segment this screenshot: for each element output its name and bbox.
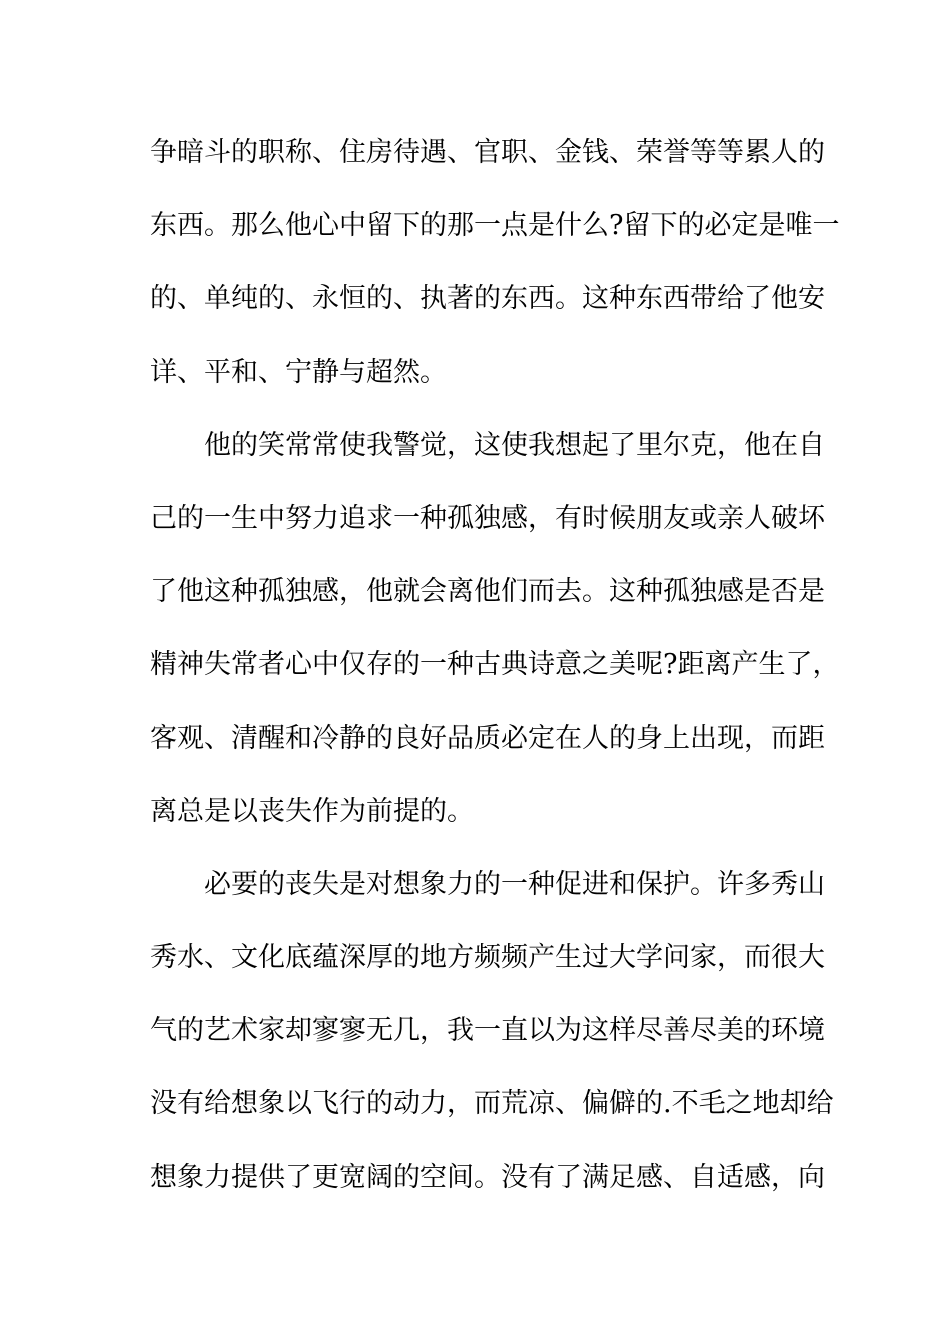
text-line-8: 精神失常者心中仅存的一种古典诗意之美呢?距离产生了， — [150, 649, 840, 681]
text-line-2: 东西。那么他心中留下的那一点是什么?留下的必定是唯一 — [150, 210, 840, 242]
text-line-4: 详、平和、宁静与超然。 — [150, 356, 447, 388]
text-line-7: 了他这种孤独感，他就会离他们而去。这种孤独感是否是 — [150, 576, 825, 608]
text-line-13: 气的艺术家却寥寥无几，我一直以为这样尽善尽美的环境 — [150, 1015, 825, 1047]
text-line-10: 离总是以丧失作为前提的。 — [150, 795, 474, 827]
text-line-6: 己的一生中努力追求一种孤独感，有时候朋友或亲人破坏 — [150, 502, 825, 534]
text-line-1: 争暗斗的职称、住房待遇、官职、金钱、荣誉等等累人的 — [150, 137, 825, 168]
text-line-15: 想象力提供了更宽阔的空间。没有了满足感、自适感，向 — [150, 1161, 825, 1193]
text-line-9: 客观、清醒和冷静的良好品质必定在人的身上出现，而距 — [150, 722, 825, 754]
text-line-3: 的、单纯的、永恒的、执著的东西。这种东西带给了他安 — [150, 283, 825, 315]
text-line-5: 他的笑常常使我警觉，这使我想起了里尔克，他在自 — [204, 429, 825, 461]
text-line-12: 秀水、文化底蕴深厚的地方频频产生过大学问家，而很大 — [150, 942, 825, 974]
body-text — [150, 116, 840, 1214]
text-line-11: 必要的丧失是对想象力的一种促进和保护。许多秀山 — [204, 868, 825, 900]
text-line-14: 没有给想象以飞行的动力，而荒凉、偏僻的.不毛之地却给 — [150, 1088, 834, 1120]
